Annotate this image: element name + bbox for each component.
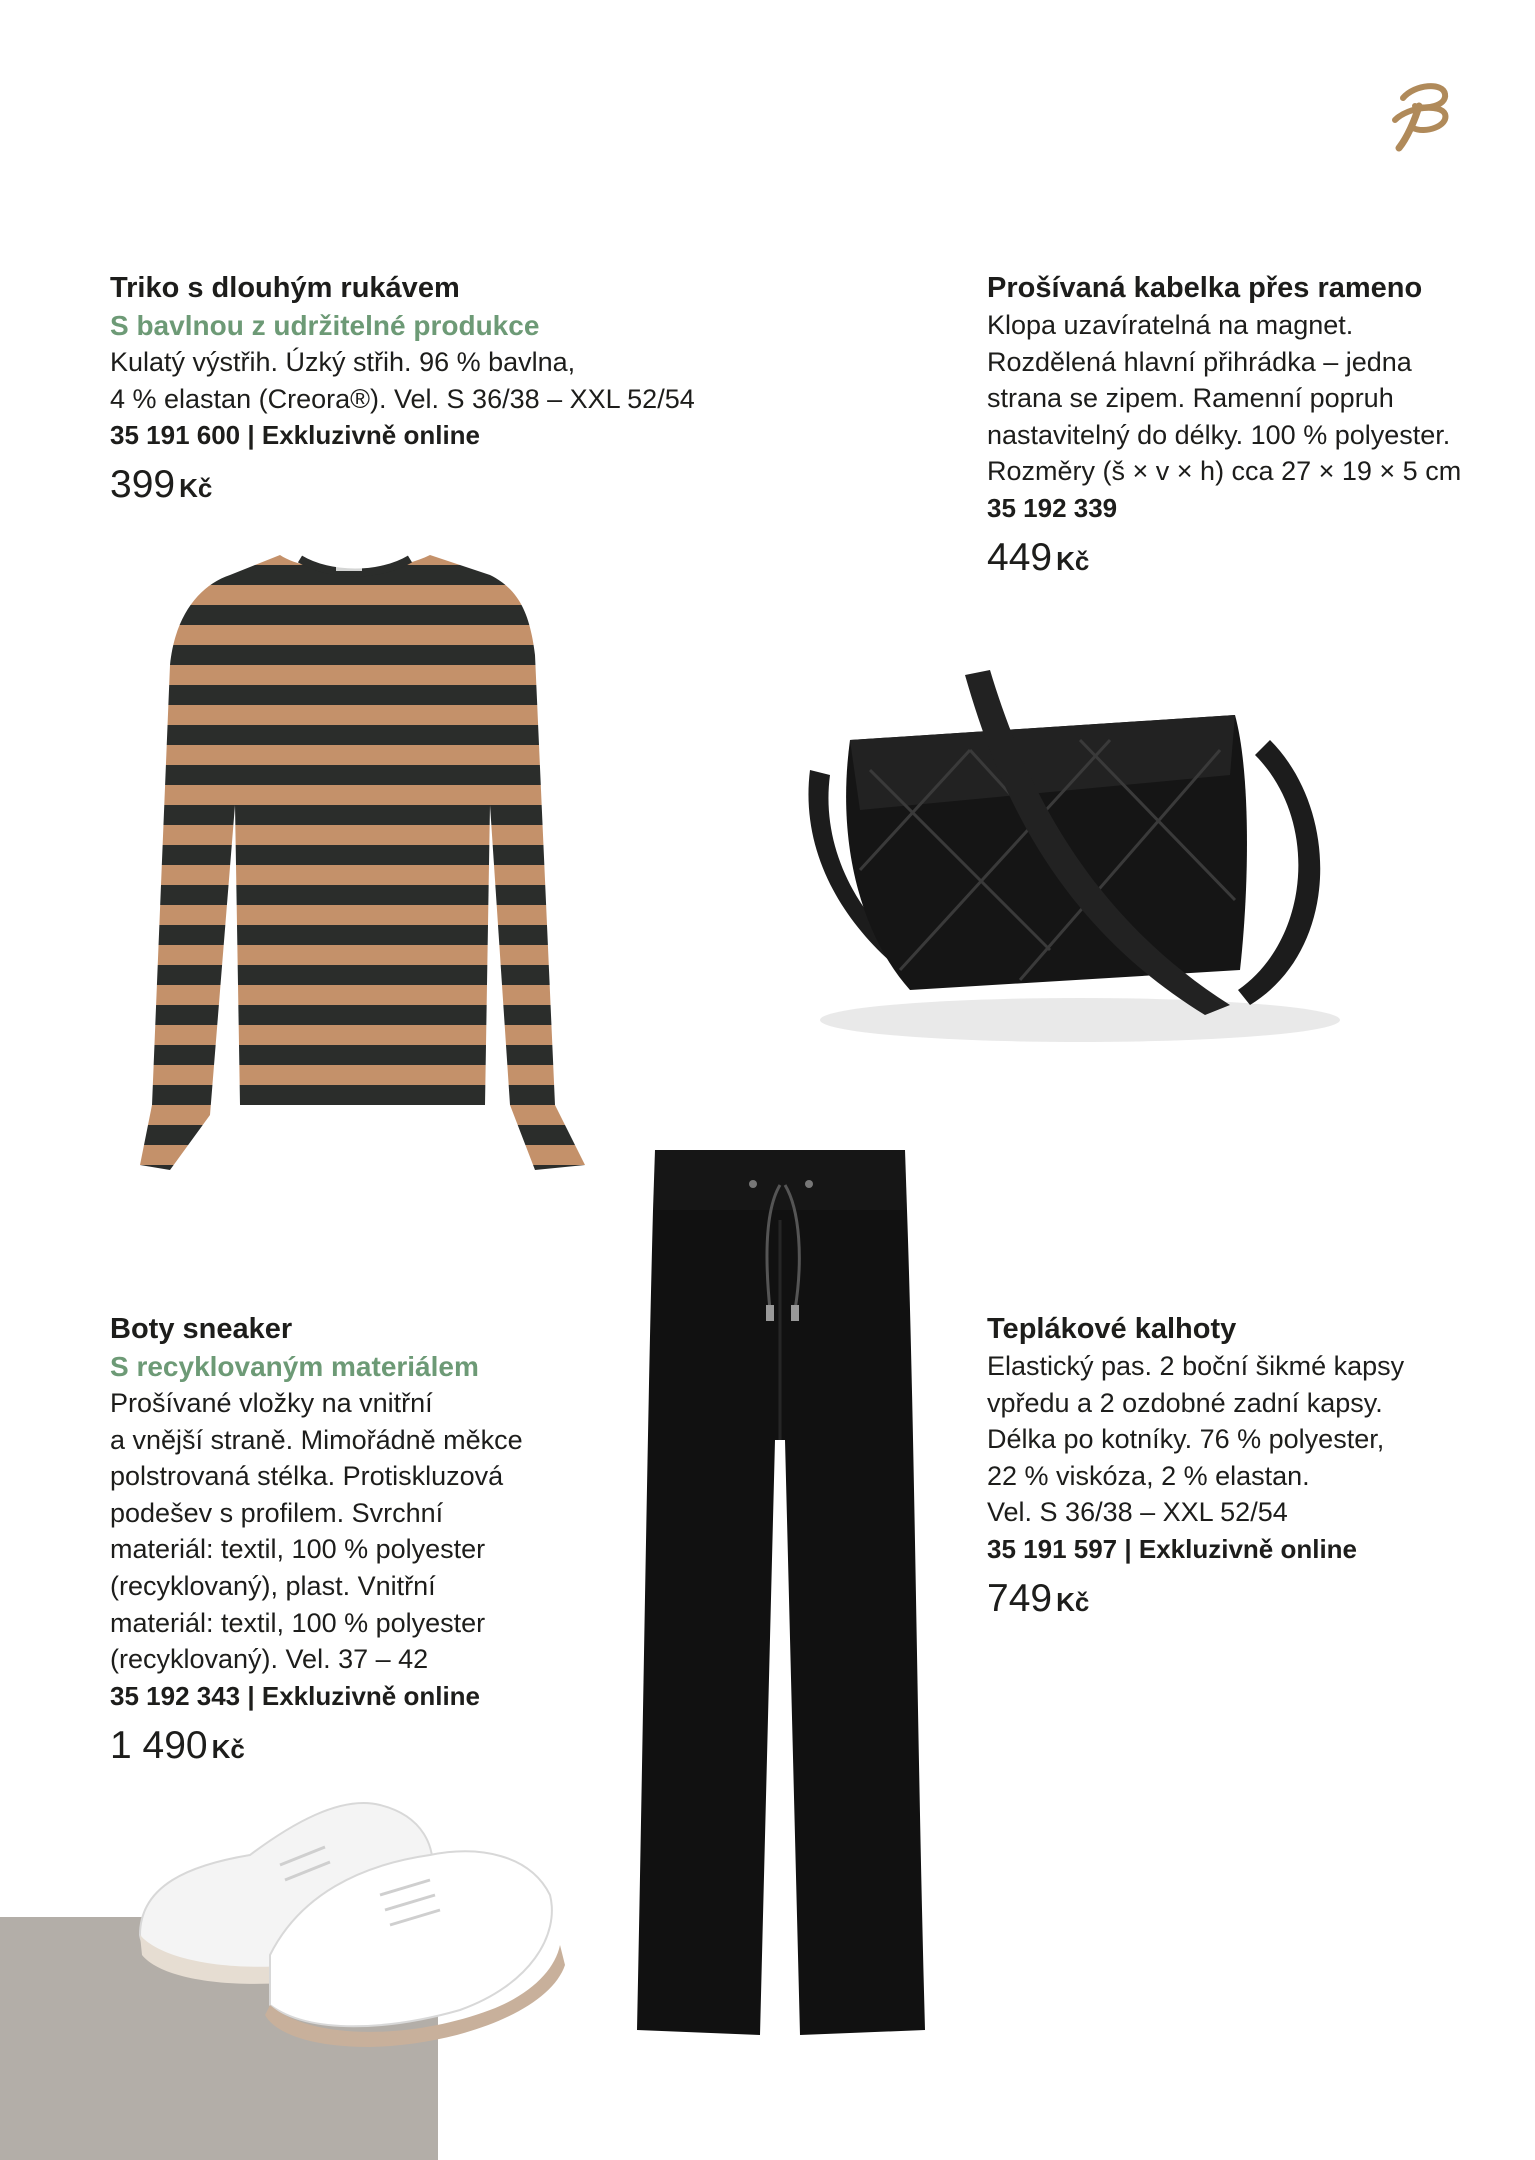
product-description: Elastický pas. 2 boční šikmé kapsy vpředu a 2 ozdobné zadní kapsy. Délka po kotníky. 76 % polyester, 22 % viskóza, 2 % elastan. Vel. S 36/38 – XXL 52/54 [987, 1351, 1405, 1528]
product-code: 35 192 343 | Exkluzivně online [110, 1680, 481, 1711]
product-price [987, 1576, 1507, 1625]
product-code: 35 191 597 | Exkluzivně online [987, 1533, 1358, 1564]
price-value: 1 490 [110, 1723, 208, 1767]
product-code: 35 192 339 [987, 492, 1118, 523]
product-bag [987, 270, 1507, 584]
product-description: Prošívané vložky na vnitřní a vnější straně. Mimořádně měkce polstrovaná stélka. Protiskluzová podešev s profilem. Svrchní materiál: textil, 100 % polyester (recyklovaný), plast. Vnitřní materiál: textil, 100 % polyester (recyklovaný). Vel. 37 – 42 [110, 1388, 523, 1675]
price-value: 399 [110, 463, 176, 507]
price-currency: Kč [179, 473, 213, 504]
product-subtitle: S recyklovaným materiálem [110, 1351, 479, 1382]
jogging-pants-image [625, 1140, 935, 2040]
product-price [987, 535, 1507, 584]
product-price [110, 462, 750, 511]
product-title: Prošívaná kabelka přes rameno [987, 272, 1423, 304]
price-currency: Kč [1056, 1586, 1090, 1617]
white-sneakers-image [130, 1785, 580, 2050]
product-title: Triko s dlouhým rukávem [110, 272, 460, 304]
price-currency: Kč [211, 1733, 245, 1764]
product-description: Klopa uzavíratelná na magnet. Rozdělená hlavní přihrádka – jedna strana se zipem. Ramenní popruh nastavitelný do délky. 100 % polyester. Rozměry (š × v × h) cca 27 × 19 × 5 cm [987, 310, 1462, 487]
product-price [110, 1723, 630, 1772]
striped-shirt-image [130, 545, 590, 1175]
product-title: Boty sneaker [110, 1313, 293, 1345]
quilted-bag-image [780, 650, 1360, 1050]
price-currency: Kč [1056, 545, 1090, 576]
price-value: 449 [987, 535, 1053, 579]
product-pants [987, 1311, 1507, 1625]
product-title: Teplákové kalhoty [987, 1313, 1237, 1345]
brand-logo-icon [1385, 76, 1457, 156]
product-sneaker [110, 1311, 630, 1772]
product-shirt [110, 270, 750, 511]
product-code: 35 191 600 | Exkluzivně online [110, 420, 481, 451]
product-description: Kulatý výstřih. Úzký střih. 96 % bavlna, 4 % elastan (Creora®). Vel. S 36/38 – XXL 52/54 [110, 347, 695, 414]
product-subtitle: S bavlnou z udržitelné produkce [110, 310, 540, 341]
price-value: 749 [987, 1576, 1053, 1620]
